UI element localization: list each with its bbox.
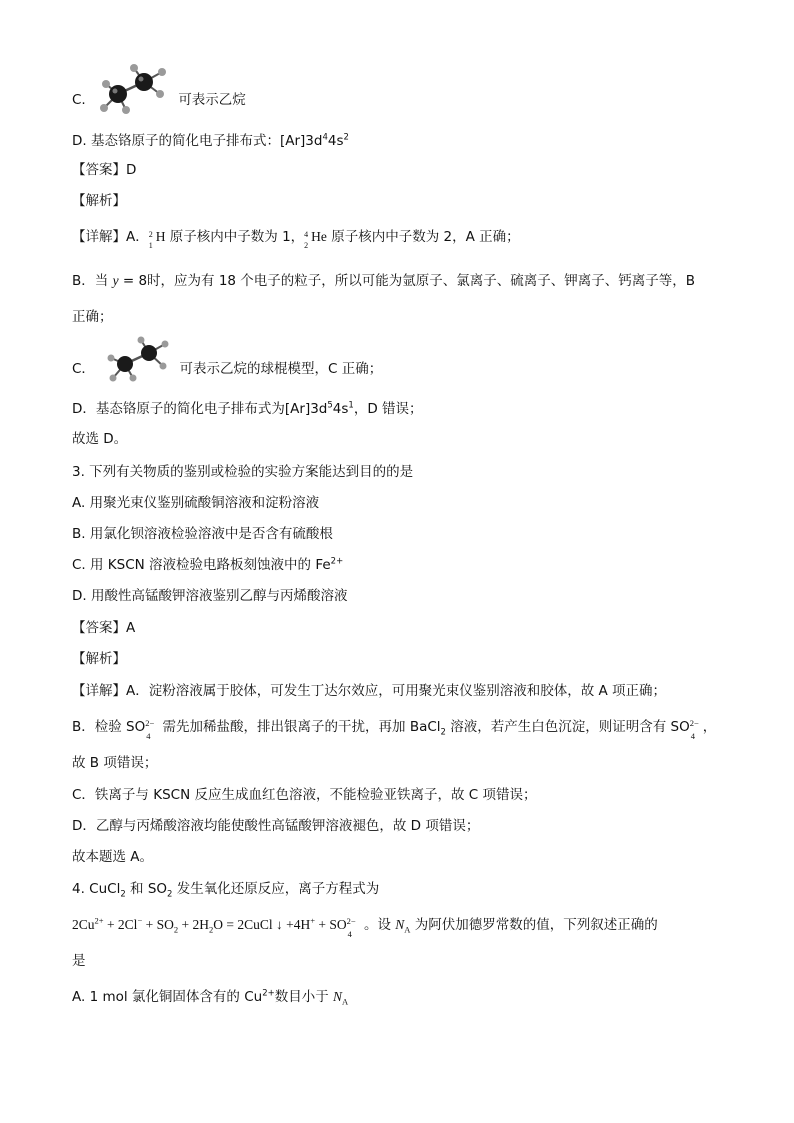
question-3-stem: 3. 下列有关物质的鉴别或检验的实验方案能达到目的的是 — [72, 464, 414, 480]
subscript: A — [342, 996, 349, 1007]
ion-charge: 2− 4 — [689, 718, 699, 741]
element-symbol: H — [155, 229, 166, 244]
text: = 8时，应为有 18 个电子的粒子，所以可能为氩原子、氯离子、硫离子、钾离子、钙离子等，B — [118, 273, 696, 289]
text: C． — [72, 361, 95, 377]
subscript: 2 — [120, 889, 126, 900]
question-3-option-b: B. 用氯化钡溶液检验溶液中是否含有硫酸根 — [72, 526, 333, 542]
superscript: 4 — [322, 132, 328, 143]
answer-label: 【答案】A — [72, 620, 136, 636]
superscript: 2+ — [262, 988, 275, 999]
text: 需先加稀盐酸，排出银离子的干扰，再加 BaCl — [158, 719, 441, 735]
question-3-option-d: D. 用酸性高锰酸钾溶液鉴别乙醇与丙烯酸溶液 — [72, 588, 348, 604]
answer-label: 【答案】D — [72, 162, 137, 178]
text: D．基态铬原子的简化电子排布式为[Ar]3d — [72, 401, 328, 417]
variable: y — [112, 273, 119, 288]
detail-line-b — [72, 272, 695, 290]
text: B．检验 SO — [72, 719, 146, 735]
option-label: C. — [72, 92, 86, 108]
text: 为阿伏加德罗常数的值，下列叙述正确的 — [410, 917, 658, 933]
superscript: 2 — [343, 132, 349, 143]
question-3-option-c — [72, 556, 343, 574]
subscript: 2 — [173, 924, 179, 935]
text: 原子核内中子数为 1， — [165, 229, 305, 245]
option-d-line — [72, 132, 349, 150]
option-text: 可表示乙烷 — [178, 92, 246, 108]
detail-line-a: 【详解】A．淀粉溶液属于胶体，可发生丁达尔效应，可用聚光束仪鉴别溶液和胶体，故 A 项正确； — [72, 683, 667, 699]
detail-line-b-cont: 正确； — [72, 309, 113, 325]
detail-line-a — [72, 228, 520, 250]
detail-line-d: D．乙醇与丙烯酸溶液均能使酸性高锰酸钾溶液褪色，故 D 项错误； — [72, 818, 480, 834]
text: 原子核内中子数为 2，A 正确； — [326, 229, 520, 245]
text: 和 SO — [125, 881, 168, 897]
text: 4s — [327, 133, 344, 149]
variable: N — [333, 989, 343, 1004]
text: 4. CuCl — [72, 881, 121, 897]
analysis-label: 【解析】 — [72, 651, 126, 667]
ion-charge: 2− 4 — [346, 916, 356, 939]
text: 4s — [332, 401, 349, 417]
equation-part: + 2Cl — [103, 917, 138, 932]
subscript: A — [404, 924, 411, 935]
subscript: 2 — [208, 924, 214, 935]
equation-part: + 2H — [178, 917, 209, 932]
text: 【详解】A． — [72, 229, 149, 245]
text: A. 1 mol 氯化铜固体含有的 Cu — [72, 989, 263, 1005]
detail-line-c — [72, 354, 382, 384]
option-c-line — [72, 84, 246, 116]
question-3-option-a: A. 用聚光束仪鉴别硫酸铜溶液和淀粉溶液 — [72, 495, 320, 511]
subscript: 2 — [167, 889, 173, 900]
text: ，D 错误； — [353, 401, 423, 417]
element-symbol: He — [311, 229, 327, 244]
variable: N — [395, 917, 405, 932]
text: 。设 — [359, 917, 396, 933]
conclusion-line: 故选 D。 — [72, 431, 128, 447]
superscript: 1 — [348, 400, 354, 411]
text: 数目小于 — [274, 989, 334, 1005]
text: 发生氧化还原反应，离子方程式为 — [172, 881, 380, 897]
equation-part: + SO — [142, 917, 174, 932]
ionic-equation-line — [72, 915, 658, 939]
subscript: 2 — [440, 727, 446, 738]
text: B．当 — [72, 273, 113, 289]
text: ， — [702, 719, 717, 735]
conclusion-line: 故本题选 A。 — [72, 849, 154, 865]
question-4-stem — [72, 880, 379, 898]
detail-line-b-cont: 故 B 项错误； — [72, 755, 158, 771]
isotope-notation: 2 1 — [148, 230, 153, 250]
isotope-notation: 4 2 — [304, 230, 309, 250]
ethane-ball-stick-model — [100, 64, 174, 116]
text: C. 用 KSCN 溶液检验电路板刻蚀液中的 Fe — [72, 557, 331, 573]
question-4-stem-cont: 是 — [72, 953, 86, 969]
analysis-label: 【解析】 — [72, 193, 126, 209]
ion-charge: 2− 4 — [145, 718, 155, 741]
text: D. 基态铬原子的简化电子排布式：[Ar]3d — [72, 133, 323, 149]
text: 可表示乙烷的球棍模型，C 正确； — [179, 361, 383, 377]
superscript: 2+ — [94, 915, 104, 926]
superscript: + — [310, 915, 316, 926]
equation-part: 2Cu — [72, 917, 95, 932]
superscript: 5 — [327, 400, 333, 411]
superscript: 2+ — [330, 556, 344, 567]
ethane-ball-stick-model — [105, 336, 175, 384]
text: 溶液，若产生白色沉淀，则证明含有 SO — [445, 719, 690, 735]
detail-line-c: C．铁离子与 KSCN 反应生成血红色溶液，不能检验亚铁离子，故 C 项错误； — [72, 787, 537, 803]
equation-part: + SO — [315, 917, 347, 932]
equation-part: O = 2CuCl ↓ +4H — [213, 917, 311, 932]
superscript: − — [137, 915, 143, 926]
detail-line-d — [72, 400, 423, 418]
detail-line-b — [72, 718, 717, 741]
question-4-option-a — [72, 988, 348, 1006]
